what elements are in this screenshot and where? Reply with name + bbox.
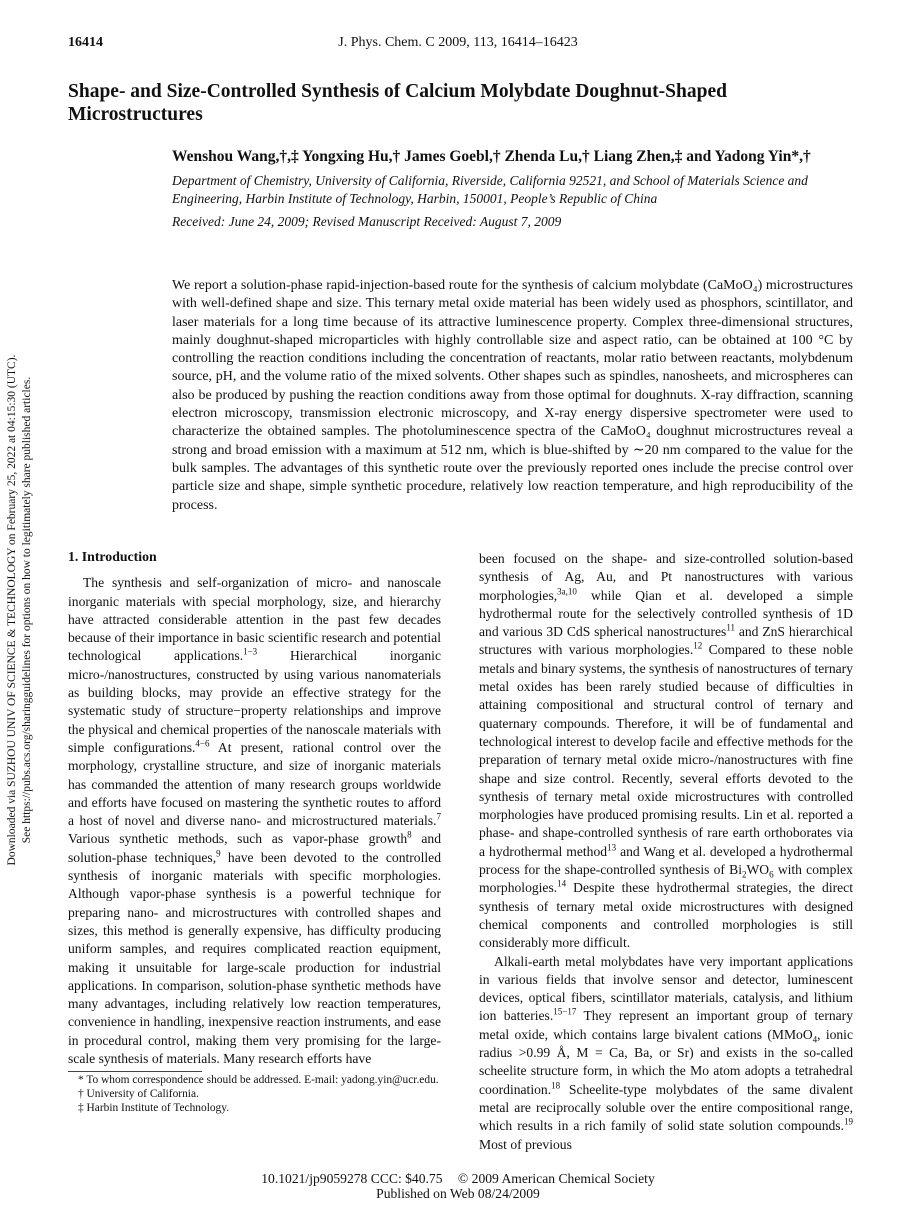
footer-doi-line [0, 1171, 916, 1186]
copyright: © 2009 American Chemical Society [457, 1171, 655, 1186]
article-title: Shape- and Size-Controlled Synthesis of Calcium Molybdate Doughnut-Shaped Microstructures [68, 81, 727, 125]
affiliation: Department of Chemistry, University of California, Riverside, California 92521, and School of Materials Science and Engineering, Harbin Institute of Technology, Harbin, 150001, People’s Republic of China [172, 173, 808, 206]
paragraph: been focused on the shape- and size-controlled solution-based synthesis of Ag, Au, and Pt nanostructures with various morphologies,$^{3a,10}$ while Qian et al. developed a simple hydrothermal route for the selectively controlled synthesis of 1D and various 3D CdS spherical nanostructures$^{11}$ and ZnS hierarchical structures with various morphologies.$^{12}$ Compared to these noble metals and binary systems, the synthesis of nanostructures of ternary metal oxides has been rarely studied because of difficulties in attaining compositional and structural control of ternary and quaternary compounds. Therefore, it will be of fundamental and technological interest to develop facile and effective methods for the preparation of ternary metal oxide micro-/nanostructures with fine shape and size control. Recently, several efforts devoted to the synthesis of ternary metal oxide microstructures with controlled morphologies have produced promising results. Lin et al. reported a phase- and shape-controlled synthesis of rare earth orthoborates via a hydrothermal method$^{13}$ and Wang et al. developed a hydrothermal process for the shape-controlled synthesis of $Bi_2WO_6$ with complex morphologies.$^{14}$ Despite these hydrothermal strategies, the direct synthesis of ternary metal oxide microstructures with designed chemical components and controlled morphologies is still considerably more difficult. [479, 551, 854, 951]
running-head: J. Phys. Chem. C 2009, 113, 16414–16423 [338, 35, 578, 50]
paragraph: The synthesis and self-organization of micro- and nanoscale inorganic materials with special morphology, size, and hierarchy have attracted considerable attention in the past few decades because of their importance in basic scientific research and potential technological applications.$^{1-3}$ Hierarchical inorganic micro-/nanostructures, constructed by using various nanomaterials as building blocks, may provide an effective strategy for the systematic study of structure−property relationships and improve the physical and chemical properties of the nanoscale materials with simple configurations.$^{4-6}$ At present, rational control over the morphology, crystalline structure, and size of inorganic materials has commanded the attention of many research groups worldwide and efforts have focused on mastering the synthetic routes to afford a host of novel and diverse nano- and microstructured materials.$^7$ Various synthetic methods, such as vapor-phase growth$^8$ and solution-phase techniques,$^9$ have been devoted to the controlled synthesis of inorganic materials with specific morphologies. Although vapor-phase synthesis is a powerful technique for preparing nano- and microstructures with controlled shapes and sizes, this method is generally expensive, has difficulty producing uniform samples, and requires complicated reaction equipment, making it unsuitable for large-scale production for industrial applications. In comparison, solution-phase synthetic methods have many advantages, including relatively low reaction temperatures, convenience in handling, inexpensive reaction instruments, and ease in procedural control, making them very promising for the large-scale synthesis of materials. Many research efforts have [68, 575, 442, 1067]
footnote-correspondence: * To whom correspondence should be addressed. E-mail: yadong.yin@ucr.edu. [78, 1074, 439, 1086]
abstract: We report a solution-phase rapid-injection-based route for the synthesis of calcium molybdate (CaMoO₄) microstructures with well-defined shape and size. This ternary metal oxide material has been widely used as phosphors, scintillator, and laser materials for a long time because of its attractive luminescence property. Complex three-dimensional structures, mainly doughnut-shaped microparticles with highly controllable size and aspect ratio, can be obtained at 100 °C by controlling the reaction conditions including the concentration of reactants, molar ratio between reactants, molybdenum source, pH, and the volume ratio of the mixed solvents. Other shapes such as spindles, nanosheets, and microspheres can also be produced by pushing the reaction conditions away from those optimal for doughnuts. X-ray diffraction, scanning electron microscopy, transmission electronic microscopy, and X-ray energy dispersive spectrometer were used to characterize the obtained samples. The photoluminescence spectra of the CaMoO₄ doughnut microstructures reveal a strong and broad emission with a maximum at 512 nm, which is blue-shifted by ∼20 nm compared to the value for the bulk samples. The advantages of this synthetic route over the previously reported ones include the precise control over particle size and shape, simple synthetic procedure, relatively low reaction temperature, and high reproducibility of the process. [172, 278, 853, 513]
watermark-line-2: See https://pubs.acs.org/sharingguidelines for options on how to legitimately share published articles. [21, 376, 33, 844]
paragraph: Alkali-earth metal molybdates have very important applications in various fields that involve sensor and detector, luminescent devices, optical fibers, scintillator materials, catalysis, and lithium ion batteries.$^{15-17}$ They represent an important group of ternary metal oxide, which contains large bivalent cations (MMoO$_4$, ionic radius >0.99 Å, M = Ca, Ba, or Sr) and exists in the so-called scheelite structure form, in which the Mo atom adopts a tetrahedral coordination.$^{18}$ Scheelite-type molybdates of the same divalent metal are reciprocally soluble over the entire compositional range, which results in a rich family of solid state solution compounds.$^{19}$ Most of previous [479, 953, 853, 1152]
footnote-divider [68, 1071, 202, 1072]
received-dates: Received: June 24, 2009; Revised Manuscript Received: August 7, 2009 [172, 214, 562, 229]
section-heading: 1. Introduction [68, 549, 157, 564]
footnote-affiliation-2: ‡ Harbin Institute of Technology. [78, 1101, 230, 1114]
footnote-affiliation-1: † University of California. [78, 1087, 199, 1100]
download-watermark [2, 330, 42, 890]
doi-price: 10.1021/jp9059278 CCC: $40.75 [261, 1171, 443, 1186]
right-column [479, 550, 853, 1154]
page-number: 16414 [68, 35, 103, 50]
author-list: Wenshou Wang,†,‡ Yongxing Hu,† James Goebl,† Zhenda Lu,† Liang Zhen,‡ and Yadong Yin*,† [172, 148, 811, 165]
published-date: Published on Web 08/24/2009 [376, 1186, 540, 1201]
footnotes [68, 1074, 441, 1115]
watermark-line-1: Downloaded via SUZHOU UNIV OF SCIENCE & TECHNOLOGY on February 25, 2022 at 04:15:30 (UTC). [6, 354, 18, 866]
left-column [68, 548, 441, 1068]
